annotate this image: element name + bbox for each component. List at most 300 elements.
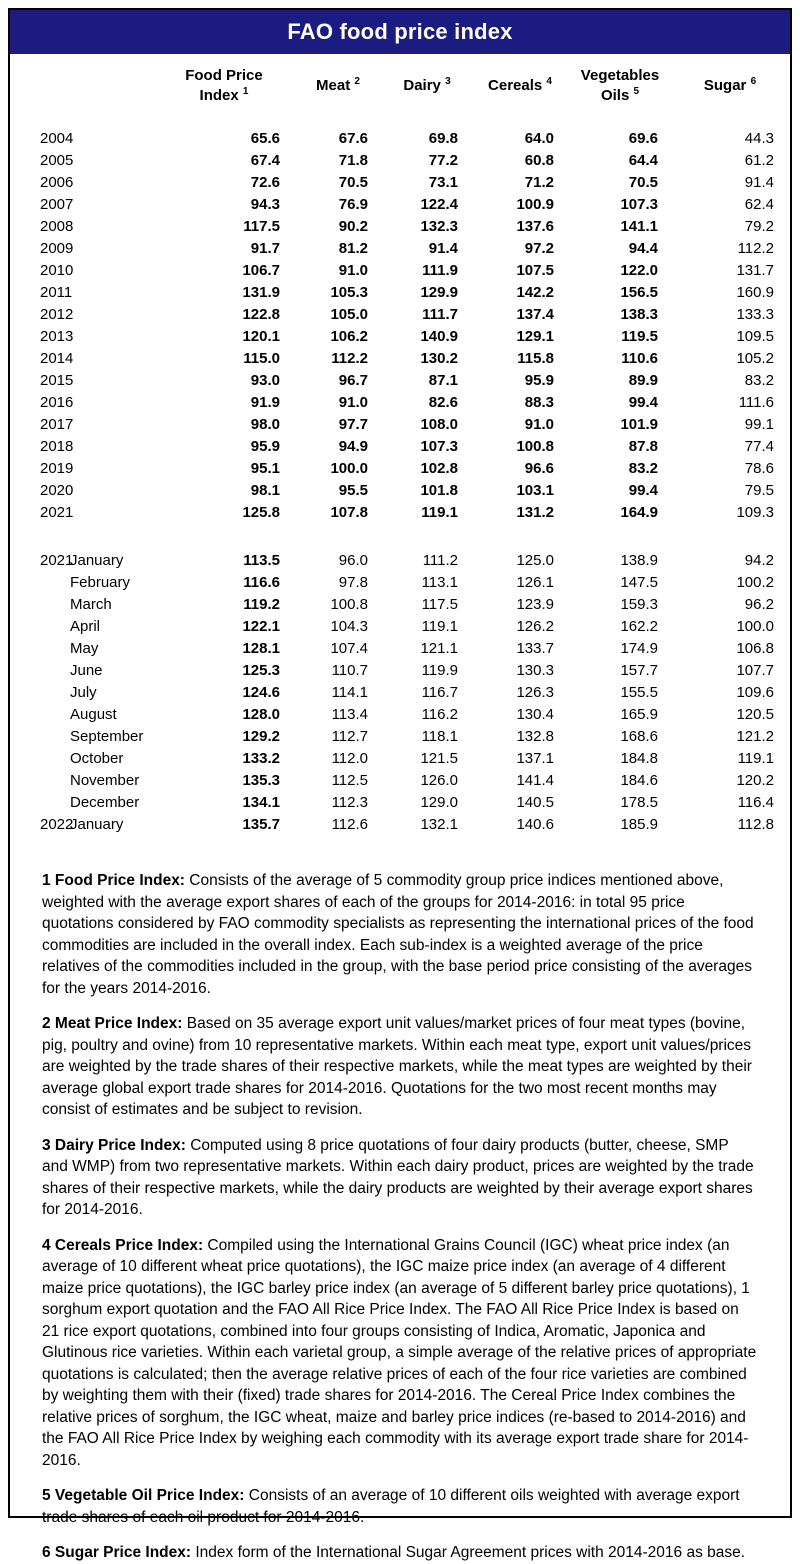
- value-cell: 65.6: [250, 130, 280, 147]
- annual-row: [12, 150, 788, 172]
- value-cell: 105.0: [330, 306, 368, 323]
- value-cell: 119.1: [421, 504, 458, 521]
- year-cell: 2011: [40, 284, 73, 301]
- month-cell: January: [70, 552, 124, 569]
- monthly-row: [12, 550, 788, 572]
- value-cell: 125.0: [516, 552, 554, 569]
- year-cell: 2021: [40, 504, 74, 521]
- value-cell: 116.7: [421, 684, 458, 701]
- value-cell: 107.8: [330, 504, 368, 521]
- value-cell: 94.9: [338, 438, 368, 455]
- value-cell: 110.6: [621, 350, 658, 367]
- column-label: Vegetables Oils: [580, 67, 660, 104]
- value-cell: 112.0: [331, 750, 368, 767]
- value-cell: 77.2: [428, 152, 458, 169]
- month-cell: [70, 502, 154, 524]
- month-cell: [70, 150, 154, 172]
- year-cell: [12, 638, 70, 660]
- month-cell: April: [70, 618, 101, 635]
- value-cell: 112.2: [737, 240, 774, 257]
- value-cell: 131.2: [516, 504, 554, 521]
- value-cell: 122.4: [420, 196, 458, 213]
- value-cell: 141.1: [620, 218, 658, 235]
- footnote-4: [42, 1235, 758, 1472]
- value-cell: 93.0: [250, 372, 280, 389]
- monthly-row: [12, 792, 788, 814]
- value-cell: 119.5: [621, 328, 658, 345]
- value-cell: 109.3: [736, 504, 774, 521]
- value-cell: 116.4: [737, 794, 774, 811]
- value-cell: 138.3: [620, 306, 658, 323]
- annual-row: [12, 436, 788, 458]
- month-cell: [70, 480, 154, 502]
- value-cell: 147.5: [620, 574, 658, 591]
- value-cell: 95.1: [250, 460, 280, 477]
- value-cell: 90.2: [338, 218, 368, 235]
- annual-row: [12, 216, 788, 238]
- value-cell: 91.0: [524, 416, 554, 433]
- footnote-2: [42, 1013, 758, 1121]
- footnote-ref: 5: [633, 86, 640, 97]
- value-cell: 138.9: [620, 552, 658, 569]
- value-cell: 71.2: [524, 174, 554, 191]
- footnote-label: 6 Sugar Price Index:: [42, 1544, 196, 1561]
- year-cell: 2012: [40, 306, 74, 323]
- monthly-row: [12, 660, 788, 682]
- value-cell: 95.9: [524, 372, 554, 389]
- value-cell: 95.9: [250, 438, 280, 455]
- value-cell: 113.1: [421, 574, 458, 591]
- footnote-label: 5 Vegetable Oil Price Index:: [42, 1487, 249, 1504]
- column-header-sugar: [672, 54, 788, 128]
- value-cell: 119.1: [737, 750, 774, 767]
- value-cell: 134.1: [242, 794, 280, 811]
- year-cell: 2009: [40, 240, 74, 257]
- annual-row: [12, 502, 788, 524]
- value-cell: 160.9: [736, 284, 774, 301]
- annual-row: [12, 480, 788, 502]
- price-table-body: [12, 128, 788, 836]
- value-cell: 67.4: [250, 152, 280, 169]
- value-cell: 135.3: [242, 772, 280, 789]
- value-cell: 184.8: [620, 750, 658, 767]
- value-cell: 174.9: [620, 640, 658, 657]
- value-cell: 165.9: [620, 706, 658, 723]
- footnote-ref: 3: [445, 76, 451, 87]
- value-cell: 106.8: [736, 640, 774, 657]
- value-cell: 137.1: [516, 750, 554, 767]
- value-cell: 97.8: [338, 574, 368, 591]
- column-header-dairy: [382, 54, 472, 128]
- value-cell: 137.4: [516, 306, 554, 323]
- value-cell: 91.7: [250, 240, 280, 257]
- value-cell: 44.3: [744, 130, 774, 147]
- value-cell: 99.1: [744, 416, 774, 433]
- annual-row: [12, 326, 788, 348]
- annual-row: [12, 172, 788, 194]
- value-cell: 72.6: [250, 174, 280, 191]
- annual-row: [12, 282, 788, 304]
- value-cell: 100.8: [330, 596, 368, 613]
- value-cell: 110.7: [331, 662, 368, 679]
- year-cell: 2015: [40, 372, 74, 389]
- monthly-row: [12, 814, 788, 836]
- monthly-row: [12, 748, 788, 770]
- value-cell: 129.1: [516, 328, 554, 345]
- month-cell: [70, 370, 154, 392]
- value-cell: 126.2: [516, 618, 554, 635]
- page-title: FAO food price index: [10, 10, 790, 54]
- value-cell: 132.8: [516, 728, 554, 745]
- value-cell: 107.4: [330, 640, 368, 657]
- value-cell: 124.6: [242, 684, 280, 701]
- footnote-ref: 6: [750, 76, 757, 87]
- monthly-row: [12, 726, 788, 748]
- footnote-text: Computed using 8 price quotations of four dairy products (butter, cheese, SMP and WMP) from two representative markets. Within each dairy product, prices are weighted by the trade shares of their respective markets, while the dairy products are weighted by their average export shares for 2014-2016.: [42, 1136, 754, 1218]
- year-cell: 2021: [40, 552, 74, 569]
- annual-row: [12, 194, 788, 216]
- year-cell: [12, 792, 70, 814]
- value-cell: 140.6: [516, 816, 554, 833]
- value-cell: 87.1: [428, 372, 458, 389]
- value-cell: 91.4: [744, 174, 774, 191]
- value-cell: 106.2: [330, 328, 368, 345]
- year-cell: 2007: [40, 196, 74, 213]
- value-cell: 157.7: [620, 662, 658, 679]
- value-cell: 77.4: [744, 438, 774, 455]
- annual-row: [12, 238, 788, 260]
- year-cell: 2022: [40, 816, 74, 833]
- value-cell: 96.6: [524, 460, 554, 477]
- price-table-header: [12, 54, 788, 128]
- value-cell: 104.3: [330, 618, 368, 635]
- value-cell: 91.0: [338, 262, 368, 279]
- value-cell: 159.3: [620, 596, 658, 613]
- value-cell: 107.7: [736, 662, 774, 679]
- value-cell: 107.3: [420, 438, 458, 455]
- value-cell: 111.7: [422, 306, 458, 323]
- monthly-row: [12, 572, 788, 594]
- year-cell: [12, 682, 70, 704]
- value-cell: 83.2: [744, 372, 774, 389]
- value-cell: 96.2: [744, 596, 774, 613]
- column-label: Meat: [316, 77, 351, 94]
- month-cell: November: [70, 772, 140, 789]
- month-column-header: [70, 54, 154, 128]
- value-cell: 64.4: [628, 152, 658, 169]
- year-cell: 2013: [40, 328, 74, 345]
- value-cell: 79.5: [744, 482, 774, 499]
- month-cell: June: [70, 662, 103, 679]
- value-cell: 140.9: [420, 328, 458, 345]
- value-cell: 116.6: [243, 574, 280, 591]
- month-cell: August: [70, 706, 117, 723]
- value-cell: 95.5: [338, 482, 368, 499]
- monthly-row: [12, 616, 788, 638]
- annual-row: [12, 370, 788, 392]
- year-cell: [12, 594, 70, 616]
- column-header-vegetables-oils: [568, 54, 672, 128]
- monthly-row: [12, 704, 788, 726]
- value-cell: 62.4: [744, 196, 774, 213]
- value-cell: 82.6: [428, 394, 458, 411]
- month-cell: September: [70, 728, 144, 745]
- value-cell: 113.5: [243, 552, 280, 569]
- value-cell: 125.8: [242, 504, 280, 521]
- footnote-text: Compiled using the International Grains Council (IGC) wheat price index (an average of 10 different wheat price quotations), the IGC maize price index (an average of 4 different maize price quotations), the IGC barley price index (an average of 5 different barley price quotations), 1 sorghum export quotation and the FAO All Rice Price Index. The FAO All Rice Price Index is based on 21 rice export quotations, combined into four groups consisting of Indica, Aromatic, Japonica and Glutinous rice varieties. Within each varietal group, a simple average of the relative prices of appropriate quotations is calculated; then the average relative prices of each of the four rice varieties are combined by weighting them with their (fixed) trade shares for 2014-2016. The Cereal Price Index combines the relative prices of sorghum, the IGC wheat, maize and barley price indices (re-based to 2014-2016) and the FAO All Rice Price Index by weighing each commodity with its average export trade share for 2014-2016.: [42, 1236, 757, 1469]
- value-cell: 112.8: [737, 816, 774, 833]
- year-cell: 2005: [40, 152, 74, 169]
- value-cell: 116.2: [421, 706, 458, 723]
- footnote-1: [42, 870, 758, 999]
- value-cell: 70.5: [628, 174, 658, 191]
- value-cell: 164.9: [620, 504, 658, 521]
- month-cell: July: [70, 684, 97, 701]
- value-cell: 112.2: [331, 350, 368, 367]
- month-cell: [70, 260, 154, 282]
- footnote-text: Consists of the average of 5 commodity group price indices mentioned above, weighted with the average export shares of each of the groups for 2014-2016: in total 95 price quotations considered by FAO commodity specialists as representing the international prices of the food commodities are included in the overall index. Each sub-index is a weighted average of the price relatives of the commodities included in the group, with the base period price consisting of the averages for the years 2014-2016.: [42, 872, 754, 997]
- value-cell: 106.7: [242, 262, 280, 279]
- annual-row: [12, 458, 788, 480]
- value-cell: 119.9: [421, 662, 458, 679]
- value-cell: 133.2: [242, 750, 280, 767]
- column-label: Food Price Index: [185, 67, 263, 104]
- value-cell: 131.7: [736, 262, 774, 279]
- value-cell: 107.5: [516, 262, 554, 279]
- value-cell: 76.9: [338, 196, 368, 213]
- monthly-row: [12, 638, 788, 660]
- value-cell: 129.9: [420, 284, 458, 301]
- value-cell: 71.8: [338, 152, 368, 169]
- year-cell: [12, 726, 70, 748]
- value-cell: 119.2: [243, 596, 280, 613]
- year-cell: [12, 770, 70, 792]
- year-cell: 2019: [40, 460, 74, 477]
- value-cell: 168.6: [620, 728, 658, 745]
- value-cell: 89.9: [628, 372, 658, 389]
- value-cell: 79.2: [744, 218, 774, 235]
- value-cell: 112.6: [331, 816, 368, 833]
- annual-row: [12, 392, 788, 414]
- month-cell: [70, 172, 154, 194]
- year-cell: [12, 660, 70, 682]
- monthly-row: [12, 594, 788, 616]
- value-cell: 125.3: [242, 662, 280, 679]
- value-cell: 133.3: [736, 306, 774, 323]
- value-cell: 98.1: [250, 482, 280, 499]
- year-column-header: [12, 54, 70, 128]
- annual-row: [12, 260, 788, 282]
- year-cell: 2018: [40, 438, 74, 455]
- value-cell: 109.5: [736, 328, 774, 345]
- value-cell: 112.5: [331, 772, 368, 789]
- value-cell: 112.3: [331, 794, 368, 811]
- value-cell: 69.6: [628, 130, 658, 147]
- value-cell: 126.3: [516, 684, 554, 701]
- month-cell: February: [70, 574, 131, 591]
- month-cell: [70, 282, 154, 304]
- column-header-meat: [294, 54, 382, 128]
- month-cell: [70, 436, 154, 458]
- value-cell: 101.9: [620, 416, 658, 433]
- value-cell: 131.9: [242, 284, 280, 301]
- month-cell: October: [70, 750, 124, 767]
- value-cell: 128.0: [242, 706, 280, 723]
- column-label: Sugar: [703, 77, 747, 94]
- footnote-text: Based on 35 average export unit values/market prices of four meat types (bovine, pig, poultry and ovine) from 10 representative markets. Within each meat type, export unit values/prices are weighted by the trade shares of their respective markets, while the meat types are weighted by their average global export trade shares for 2014-2016. Quotations for the two most recent months may consist of estimates and be subject to revision.: [42, 1015, 752, 1118]
- value-cell: 91.9: [250, 394, 280, 411]
- month-cell: [70, 238, 154, 260]
- value-cell: 97.2: [524, 240, 554, 257]
- value-cell: 91.0: [338, 394, 368, 411]
- price-table: [12, 54, 788, 836]
- value-cell: 129.2: [242, 728, 280, 745]
- value-cell: 64.0: [524, 130, 554, 147]
- value-cell: 111.9: [422, 262, 458, 279]
- month-cell: [70, 458, 154, 480]
- value-cell: 112.7: [331, 728, 368, 745]
- value-cell: 99.4: [628, 394, 658, 411]
- value-cell: 122.0: [620, 262, 658, 279]
- value-cell: 123.9: [516, 596, 554, 613]
- value-cell: 130.3: [516, 662, 554, 679]
- value-cell: 105.3: [330, 284, 368, 301]
- value-cell: 122.1: [242, 618, 280, 635]
- footnote-text: Index form of the International Sugar Agreement prices with 2014-2016 as base.: [195, 1544, 746, 1561]
- footnotes-section: [10, 836, 790, 1564]
- month-cell: January: [70, 816, 124, 833]
- value-cell: 100.8: [516, 438, 554, 455]
- value-cell: 120.1: [242, 328, 280, 345]
- year-cell: [12, 748, 70, 770]
- year-cell: [12, 704, 70, 726]
- value-cell: 105.2: [736, 350, 774, 367]
- footnote-5: [42, 1485, 758, 1528]
- value-cell: 117.5: [421, 596, 458, 613]
- footnote-ref: 1: [242, 86, 249, 97]
- month-cell: [70, 392, 154, 414]
- month-cell: [70, 348, 154, 370]
- month-cell: [70, 326, 154, 348]
- value-cell: 100.2: [736, 574, 774, 591]
- value-cell: 132.3: [420, 218, 458, 235]
- year-cell: 2014: [40, 350, 74, 367]
- annual-row: [12, 414, 788, 436]
- header-row: [12, 54, 788, 128]
- value-cell: 122.8: [242, 306, 280, 323]
- footnote-label: 1 Food Price Index:: [42, 872, 190, 889]
- column-label: Cereals: [488, 77, 543, 94]
- value-cell: 141.4: [516, 772, 554, 789]
- year-cell: 2016: [40, 394, 74, 411]
- year-cell: 2008: [40, 218, 74, 235]
- month-cell: [70, 414, 154, 436]
- value-cell: 78.6: [744, 460, 774, 477]
- value-cell: 185.9: [620, 816, 658, 833]
- value-cell: 135.7: [242, 816, 280, 833]
- month-cell: March: [70, 596, 112, 613]
- value-cell: 130.4: [516, 706, 554, 723]
- value-cell: 96.7: [338, 372, 368, 389]
- value-cell: 133.7: [516, 640, 554, 657]
- year-cell: [12, 572, 70, 594]
- month-cell: [70, 216, 154, 238]
- year-cell: 2004: [40, 130, 74, 147]
- value-cell: 155.5: [620, 684, 658, 701]
- value-cell: 94.3: [250, 196, 280, 213]
- value-cell: 102.8: [420, 460, 458, 477]
- value-cell: 101.8: [420, 482, 458, 499]
- value-cell: 61.2: [744, 152, 774, 169]
- year-cell: 2017: [40, 416, 74, 433]
- value-cell: 83.2: [628, 460, 658, 477]
- value-cell: 114.1: [331, 684, 368, 701]
- monthly-row: [12, 770, 788, 792]
- value-cell: 108.0: [420, 416, 458, 433]
- value-cell: 113.4: [331, 706, 368, 723]
- year-cell: 2020: [40, 482, 74, 499]
- footnote-label: 2 Meat Price Index:: [42, 1015, 187, 1032]
- value-cell: 103.1: [516, 482, 554, 499]
- month-cell: [70, 194, 154, 216]
- value-cell: 109.6: [736, 684, 774, 701]
- column-header-cereals: [472, 54, 568, 128]
- value-cell: 70.5: [338, 174, 368, 191]
- value-cell: 118.1: [421, 728, 458, 745]
- footnote-ref: 4: [546, 76, 552, 87]
- footnote-text: Consists of an average of 10 different oils weighted with average export trade shares of each oil product for 2014-2016.: [42, 1487, 740, 1526]
- section-gap-row: [12, 524, 788, 550]
- value-cell: 137.6: [516, 218, 554, 235]
- value-cell: 162.2: [620, 618, 658, 635]
- value-cell: 129.0: [420, 794, 458, 811]
- table-frame: [8, 8, 792, 1561]
- value-cell: 121.1: [420, 640, 458, 657]
- value-cell: 98.0: [250, 416, 280, 433]
- value-cell: 111.2: [422, 552, 458, 569]
- footnote-label: 3 Dairy Price Index:: [42, 1136, 191, 1154]
- value-cell: 87.8: [628, 438, 658, 455]
- year-cell: 2006: [40, 174, 74, 191]
- value-cell: 111.6: [738, 394, 774, 411]
- month-cell: [70, 304, 154, 326]
- column-label: Dairy: [403, 77, 441, 94]
- value-cell: 120.2: [736, 772, 774, 789]
- value-cell: 120.5: [736, 706, 774, 723]
- value-cell: 132.1: [420, 816, 458, 833]
- value-cell: 94.2: [744, 552, 774, 569]
- value-cell: 130.2: [420, 350, 458, 367]
- column-header-food-price-index: [154, 54, 294, 128]
- value-cell: 121.5: [420, 750, 458, 767]
- annual-row: [12, 304, 788, 326]
- value-cell: 60.8: [524, 152, 554, 169]
- value-cell: 115.8: [517, 350, 554, 367]
- value-cell: 119.1: [421, 618, 458, 635]
- value-cell: 73.1: [428, 174, 458, 191]
- value-cell: 126.0: [420, 772, 458, 789]
- value-cell: 96.0: [338, 552, 368, 569]
- month-cell: [70, 128, 154, 150]
- value-cell: 88.3: [524, 394, 554, 411]
- footnote-6: [42, 1542, 758, 1564]
- month-cell: May: [70, 640, 99, 657]
- value-cell: 126.1: [516, 574, 554, 591]
- value-cell: 115.0: [243, 350, 280, 367]
- value-cell: 67.6: [338, 130, 368, 147]
- value-cell: 97.7: [338, 416, 368, 433]
- year-cell: [12, 616, 70, 638]
